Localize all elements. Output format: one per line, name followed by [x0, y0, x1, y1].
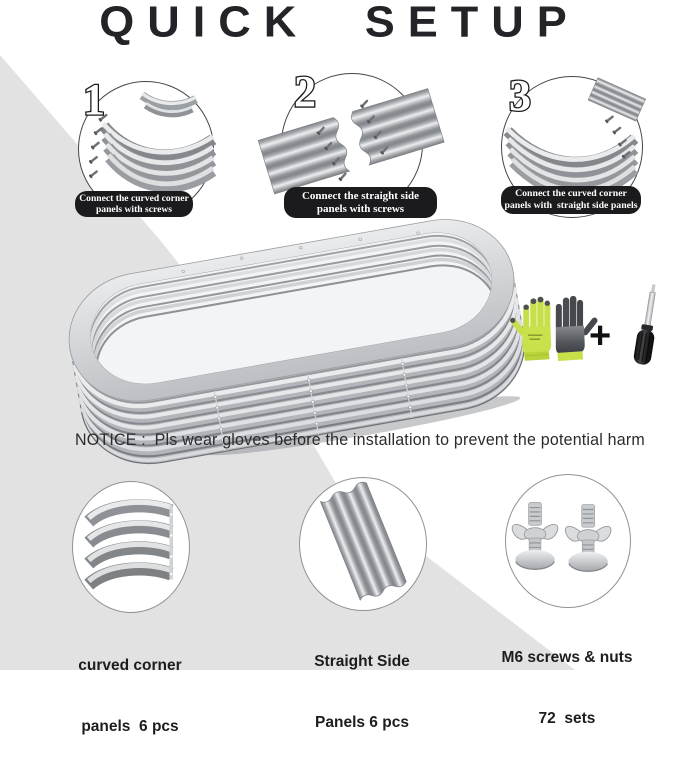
m6-wing-screws-icon	[506, 475, 628, 605]
oval-raised-garden-bed-illustration	[45, 208, 550, 453]
left-panel	[258, 117, 352, 194]
curved-panel	[103, 123, 213, 187]
step-number: 3	[509, 71, 531, 120]
step-number: 1	[83, 75, 105, 124]
part-caption: Straight Side Panels 6 pcs	[314, 653, 410, 731]
step-1-number-badge	[72, 74, 116, 124]
notice-body: Pls wear gloves before the installation to prevent the potential harm	[154, 431, 645, 449]
part-caption: curved corner panels 6 pcs	[78, 657, 182, 735]
part-screws-circle	[505, 474, 631, 608]
part-curved-corner-circle	[72, 481, 190, 613]
step-1-label: Connect the curved corner panels with screws	[75, 191, 193, 217]
screwdriver-icon	[618, 283, 678, 371]
curved-panel	[507, 128, 635, 193]
step-number: 2	[294, 67, 316, 116]
step-2-label: Connect the straight side panels with screws	[284, 187, 437, 218]
notice-prefix: NOTICE :	[75, 431, 146, 449]
small-corner-piece	[142, 93, 196, 113]
plus-icon: +	[589, 315, 612, 357]
right-panel	[350, 89, 444, 166]
notice-text	[75, 431, 645, 450]
step-3-number-badge	[498, 70, 542, 120]
step-3-label: Connect the curved corner panels with straight side panels	[501, 186, 641, 214]
straight-side-panel-icon	[300, 478, 424, 608]
part-straight-side-circle	[299, 477, 427, 611]
straight-piece	[588, 78, 646, 121]
part-caption: M6 screws & nuts 72 sets	[501, 649, 633, 727]
curved-corner-panel-icon	[73, 482, 187, 610]
step-2-number-badge	[283, 66, 327, 116]
page-title: QUICK SETUP	[99, 0, 580, 47]
